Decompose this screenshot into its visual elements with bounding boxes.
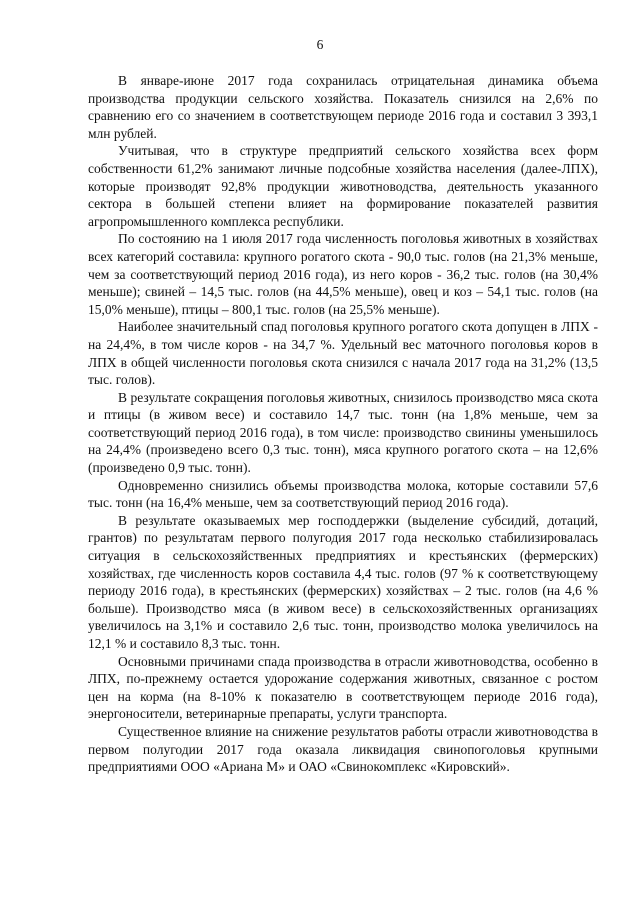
paragraph-state-support: В результате оказываемых мер господдержки (выделение субсидий, дотаций, грантов) по результатам первого полугодия 2017 года несколько стабилизировалась ситуация в сельскохозяйственных предприятиях и крестьянских (фермерских) хозяйствах, где численность коров составила 4,4 тыс. голов (97 % к соответствующему периоду 2016 года), в крестьянских (фермерских) хозяйствах – 2 тыс. голов (на 4,6 % больше). Производство мяса (в живом весе) в сельскохозяйственных организациях увеличилось на 3,1% и составило 2,6 тыс. тонн, производство молока увеличилось на 12,1 % и составило 8,3 тыс. тонн. — [88, 512, 598, 651]
paragraph-decline-reasons: Основными причинами спада производства в отрасли животноводства, особенно в ЛПХ, по-прежнему остается удорожание содержания животных, связанное с ростом цен на корма (на 8-10% к показателю в соответствующем периоде 2016 года), энергоносители, ветеринарные препараты, услуги транспорта. — [88, 653, 598, 722]
paragraph-lph-share: Учитывая, что в структуре предприятий сельского хозяйства всех форм собственности 61,2% занимают личные подсобные хозяйства населения (далее-ЛПХ), которые производят 92,8% продукции животноводства, деятельность указанного сектора в большей степени влияет на формирование показателей развития агропромышленного комплекса республики. — [88, 143, 598, 229]
paragraph-pig-liquidation: Существенное влияние на снижение результатов работы отрасли животноводства в первом полугодии 2017 года оказала ликвидация свинопоголовья крупными предприятиями ООО «Ариана М» и ОАО «Свинокомплекс «Кировский». — [88, 723, 598, 775]
paragraph-production-dynamics: В январе-июне 2017 года сохранилась отрицательная динамика объема производства продукции сельского хозяйства. Показатель снизился на 2,6% по сравнению его со значением в соответствующем периоде 2016 года и составил 3 393,1 млн рублей. — [88, 73, 598, 141]
paragraph-livestock-count: По состоянию на 1 июля 2017 года численность поголовья животных в хозяйствах всех категорий составила: крупного рогатого скота - 90,0 тыс. голов (на 21,3% меньше, чем за соответствующий период 2016 года), из него коров - 36,2 тыс. голов (на 30,4% меньше); свиней – 14,5 тыс. голов (на 44,5% меньше), овец и коз – 54,1 тыс. голов (на 15,0% меньше), птицы – 800,1 тыс. голов (на 25,5% меньше). — [88, 231, 598, 317]
body-text — [88, 72, 598, 776]
paragraph-meat-production: В результате сокращения поголовья животных, снизилось производство мяса скота и птицы (в живом весе) и составило 14,7 тыс. тонн (на 1,8% меньше, чем за соответствующий период 2016 года), в том числе: производство свинины уменьшилось на 24,4% (произведено всего 0,3 тыс. тонн), мяса крупного рогатого скота – на 12,6% (произведено 0,9 тыс. тонн). — [88, 389, 598, 476]
paragraph-cattle-decline: Наиболее значительный спад поголовья крупного рогатого скота допущен в ЛПХ - на 24,4%, в том числе коров - на 34,7 %. Удельный вес маточного поголовья коров в ЛПХ в общей численности поголовья скота снизился с начала 2017 года на 31,2% (13,5 тыс. голов). — [88, 319, 598, 388]
page-number: 6 — [316, 37, 324, 52]
paragraph-milk-production: Одновременно снизились объемы производства молока, которые составили 57,6 тыс. тонн (на 16,4% меньше, чем за соответствующий период 2016 года). — [88, 477, 598, 511]
